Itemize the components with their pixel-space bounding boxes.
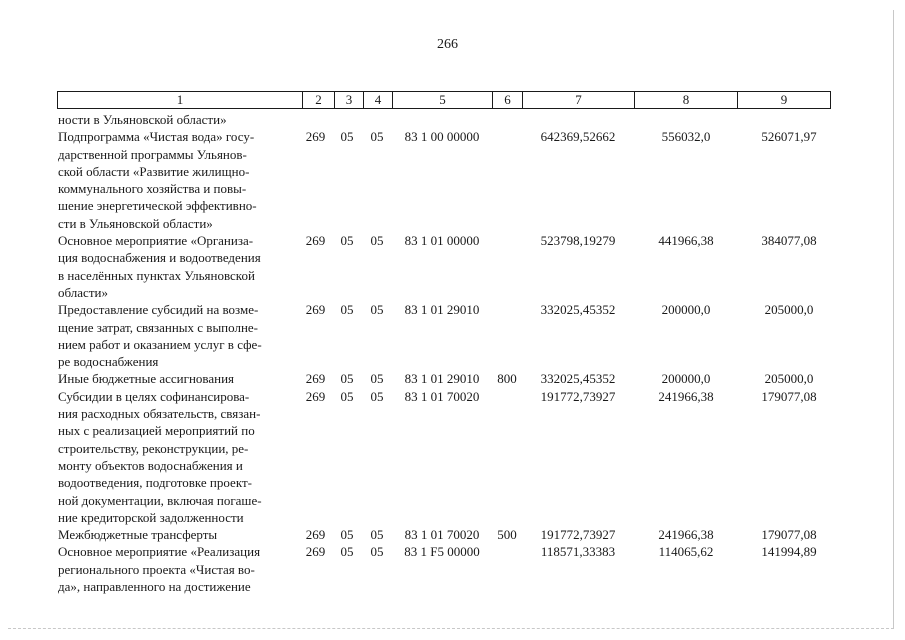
row-cell-c4: 05 (370, 527, 384, 543)
row-cell-c5: 83 1 F5 00000 (404, 544, 480, 560)
row-cell-c9 (738, 111, 840, 128)
row-cell-c4: 05 (370, 544, 384, 560)
table-row (58, 111, 840, 128)
row-name-line: ности в Ульяновской области» (58, 112, 227, 127)
column-header: 1 (58, 92, 303, 109)
row-cell-c9: 179077,08 (761, 527, 817, 543)
row-cell-c8: 200000,0 (661, 302, 711, 318)
row-cell-c9: 526071,97 (761, 129, 817, 145)
row-cell-c6 (492, 388, 522, 526)
row-cell-c8: 241966,38 (658, 527, 714, 543)
column-header: 6 (493, 92, 523, 109)
row-name-line: в населённых пунктах Ульяновской (58, 267, 255, 283)
row-cell-c9: 179077,08 (761, 388, 817, 404)
row-cell-c8: 200000,0 (661, 371, 711, 387)
row-name-line: ция водоснабжения и водоотведения (58, 250, 261, 266)
row-cell-c6 (492, 301, 522, 370)
row-cell-c8 (634, 111, 738, 128)
row-cell-c8: 114065,62 (658, 544, 714, 560)
row-cell-c3: 05 (340, 371, 354, 387)
row-name-cell (58, 526, 299, 543)
row-cell-c8: 441966,38 (658, 233, 714, 249)
row-cell-c4: 05 (370, 129, 384, 145)
row-name-line: коммунального хозяйства и повы- (58, 181, 247, 197)
column-header: 2 (303, 92, 335, 109)
row-cell-c5: 83 1 01 70020 (404, 388, 480, 404)
row-name-line: Субсидии в целях софинансирова- (58, 388, 250, 404)
row-cell-c5 (392, 111, 492, 128)
row-cell-c9: 141994,89 (761, 544, 817, 560)
table-body (58, 111, 840, 595)
row-cell-c2: 269 (305, 388, 326, 404)
column-header: 9 (738, 92, 831, 109)
row-name-line: Предоставление субсидий на возме- (58, 302, 259, 318)
scan-edge-bottom (8, 628, 894, 629)
row-cell-c6 (492, 232, 522, 301)
row-name-line: щение затрат, связанных с выполне- (58, 319, 259, 335)
row-cell-c6 (492, 543, 522, 595)
row-cell-c6 (492, 128, 522, 232)
row-cell-c5: 83 1 01 29010 (404, 302, 480, 318)
row-name-line: ной документации, включая погаше- (58, 492, 262, 508)
row-cell-c6: 500 (497, 527, 517, 543)
row-name-line: нием работ и оказанием услуг в сфе- (58, 336, 262, 352)
row-name-line: области» (58, 284, 108, 300)
row-name-line: ской области «Развитие жилищно- (58, 163, 250, 179)
row-name-cell (58, 301, 299, 370)
table-row (58, 232, 840, 301)
row-cell-c6 (492, 111, 522, 128)
row-cell-c7: 523798,19279 (540, 233, 616, 249)
row-cell-c2: 269 (305, 129, 326, 145)
row-name-line: да», направленного на достижение (58, 579, 251, 595)
row-name-cell (58, 232, 299, 301)
column-header-row (57, 91, 831, 109)
column-header: 8 (635, 92, 738, 109)
row-name-line: регионального проекта «Чистая во- (58, 561, 255, 577)
row-cell-c7 (522, 111, 634, 128)
row-cell-c8: 556032,0 (661, 129, 711, 145)
row-cell-c4: 05 (370, 233, 384, 249)
row-cell-c4: 05 (370, 388, 384, 404)
table-row (58, 370, 840, 387)
row-cell-c3: 05 (340, 233, 354, 249)
row-cell-c2: 269 (305, 233, 326, 249)
row-name-cell (58, 543, 299, 595)
row-cell-c6: 800 (497, 371, 517, 387)
row-cell-c2 (299, 111, 332, 128)
row-name-line: Иные бюджетные ассигнования (58, 371, 235, 387)
row-name-line: ние кредиторской задолженности (58, 509, 244, 525)
row-name-line: Подпрограмма «Чистая вода» госу- (58, 129, 255, 145)
row-cell-c5: 83 1 01 29010 (404, 371, 480, 387)
row-cell-c4: 05 (370, 302, 384, 318)
table-row (58, 543, 840, 595)
row-cell-c9: 205000,0 (764, 371, 814, 387)
row-cell-c3: 05 (340, 302, 354, 318)
row-cell-c9: 384077,08 (761, 233, 817, 249)
row-cell-c7: 118571,33383 (540, 544, 616, 560)
row-name-line: Основное мероприятие «Реализация (58, 544, 261, 560)
row-name-cell (58, 388, 299, 526)
row-cell-c7: 332025,45352 (540, 371, 616, 387)
table-row (58, 388, 840, 526)
row-cell-c3: 05 (340, 544, 354, 560)
row-cell-c2: 269 (305, 371, 326, 387)
row-name-line: строительству, реконструкции, ре- (58, 440, 249, 456)
row-cell-c5: 83 1 01 00000 (404, 233, 480, 249)
row-cell-c3 (332, 111, 362, 128)
scan-edge-right (893, 10, 894, 628)
row-cell-c7: 191772,73927 (540, 388, 616, 404)
row-cell-c2: 269 (305, 527, 326, 543)
row-name-line: сти в Ульяновской области» (58, 215, 213, 231)
row-cell-c5: 83 1 01 70020 (404, 527, 480, 543)
row-name-line: ния расходных обязательств, связан- (58, 406, 261, 422)
row-cell-c3: 05 (340, 129, 354, 145)
column-header: 7 (523, 92, 635, 109)
row-cell-c2: 269 (305, 302, 326, 318)
row-cell-c7: 332025,45352 (540, 302, 616, 318)
row-name-line: водоотведения, подготовке проект- (58, 475, 252, 491)
row-name-line: Основное мероприятие «Организа- (58, 233, 254, 249)
row-cell-c9: 205000,0 (764, 302, 814, 318)
table-row (58, 526, 840, 543)
column-header: 4 (364, 92, 393, 109)
row-name-line: монту объектов водоснабжения и (58, 457, 243, 473)
row-cell-c7: 642369,52662 (540, 129, 616, 145)
row-cell-c2: 269 (305, 544, 326, 560)
row-cell-c8: 241966,38 (658, 388, 714, 404)
row-name-line: дарственной программы Ульянов- (58, 146, 247, 162)
row-cell-c5: 83 1 00 00000 (404, 129, 480, 145)
row-name-cell (58, 128, 299, 232)
column-header: 3 (335, 92, 364, 109)
row-cell-c3: 05 (340, 388, 354, 404)
row-cell-c4: 05 (370, 371, 384, 387)
row-cell-c4 (362, 111, 392, 128)
row-name-cell (58, 111, 299, 128)
table-row (58, 301, 840, 370)
row-name-line: шение энергетической эффективно- (58, 198, 257, 214)
row-name-cell (58, 370, 299, 387)
row-name-line: ных с реализацией мероприятий по (58, 423, 255, 439)
row-cell-c3: 05 (340, 527, 354, 543)
page-number: 266 (437, 37, 458, 52)
table-row (58, 128, 840, 232)
column-header: 5 (393, 92, 493, 109)
row-name-line: Межбюджетные трансферты (58, 527, 218, 543)
row-cell-c7: 191772,73927 (540, 527, 616, 543)
row-name-line: ре водоснабжения (58, 354, 159, 370)
